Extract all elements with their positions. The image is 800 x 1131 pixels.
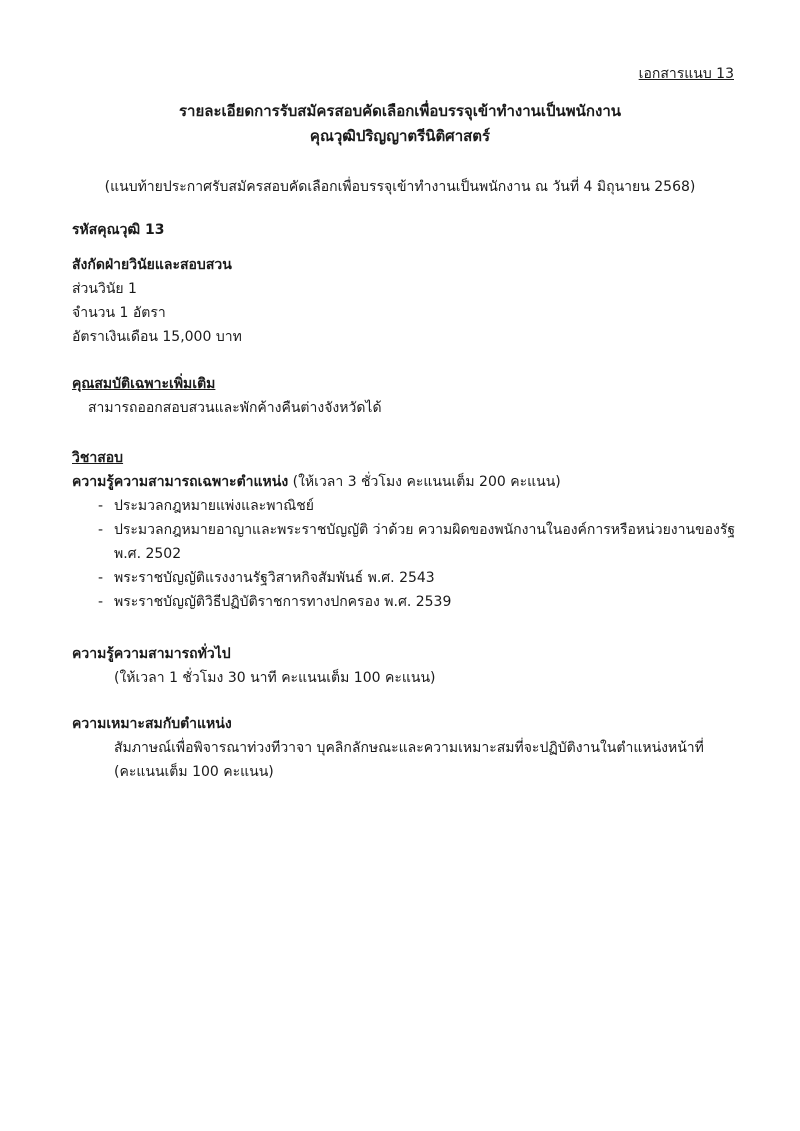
extra-qualification-section (72, 372, 742, 420)
suitability-section (72, 712, 742, 784)
subject-text: พระราชบัญญัติวิธีปฏิบัติราชการทางปกครอง พ.ศ. 2539 (114, 594, 452, 610)
extra-qualification-heading: คุณสมบัติเฉพาะเพิ่มเติม (72, 376, 216, 392)
department-name: สังกัดฝ่ายวินัยและสอบสวน (72, 257, 232, 273)
dash-bullet: - (98, 570, 104, 586)
subject-text: ประมวลกฎหมายแพ่งและพาณิชย์ (114, 498, 314, 514)
specific-knowledge-detail: (ให้เวลา 3 ชั่วโมง คะแนนเต็ม 200 คะแนน) (288, 474, 561, 490)
list-item (72, 590, 742, 614)
list-item (72, 518, 742, 566)
dash-bullet: - (98, 594, 104, 610)
general-knowledge-heading: ความรู้ความสามารถทั่วไป (72, 646, 231, 662)
salary-rate: อัตราเงินเดือน 15,000 บาท (72, 329, 242, 345)
position-info (72, 218, 742, 242)
suitability-heading: ความเหมาะสมกับตำแหน่ง (72, 716, 232, 732)
suitability-text: สัมภาษณ์เพื่อพิจารณาท่วงทีวาจา บุคลิกลักษณะและความเหมาะสมที่จะปฏิบัติงานในตำแหน่งหน้าที่ (114, 740, 704, 756)
general-knowledge-section (72, 642, 742, 690)
department-info (72, 253, 742, 349)
list-item (72, 566, 742, 590)
document-subtitle: คุณวุฒิปริญญาตรีนิติศาสตร์ (309, 127, 491, 145)
document-title: รายละเอียดการรับสมัครสอบคัดเลือกเพื่อบรรจุเข้าทำงานเป็นพนักงาน (178, 102, 622, 120)
suitability-score: (คะแนนเต็ม 100 คะแนน) (114, 764, 274, 780)
qualification-code: รหัสคุณวุฒิ 13 (72, 222, 165, 238)
subject-text: ประมวลกฎหมายอาญาและพระราชบัญญัติ ว่าด้วย ความผิดของพนักงานในองค์การหรือหน่วยงานของรัฐ (114, 522, 736, 538)
extra-qualification-text: สามารถออกสอบสวนและพักค้างคืนต่างจังหวัดได้ (88, 400, 382, 416)
general-knowledge-detail: (ให้เวลา 1 ชั่วโมง 30 นาที คะแนนเต็ม 100 คะแนน) (114, 670, 436, 686)
list-item (72, 494, 742, 518)
document-reference: เอกสารแนบ 13 (638, 66, 734, 82)
subject-text-continued: พ.ศ. 2502 (114, 546, 182, 562)
dash-bullet: - (98, 498, 104, 514)
dash-bullet: - (98, 522, 104, 538)
exam-section (72, 446, 742, 614)
specific-knowledge-heading: ความรู้ความสามารถเฉพาะตำแหน่ง (72, 474, 289, 490)
section-name: ส่วนวินัย 1 (72, 281, 137, 297)
specific-subject-list (72, 494, 742, 614)
exam-heading: วิชาสอบ (72, 450, 124, 466)
position-count: จำนวน 1 อัตรา (72, 305, 166, 321)
specific-knowledge-line (72, 470, 742, 494)
subject-text: พระราชบัญญัติแรงงานรัฐวิสาหกิจสัมพันธ์ พ.ศ. 2543 (114, 570, 435, 586)
announcement-note: (แนบท้ายประกาศรับสมัครสอบคัดเลือกเพื่อบรรจุเข้าทำงานเป็นพนักงาน ณ วันที่ 4 มิถุนายน 2568) (104, 179, 696, 195)
